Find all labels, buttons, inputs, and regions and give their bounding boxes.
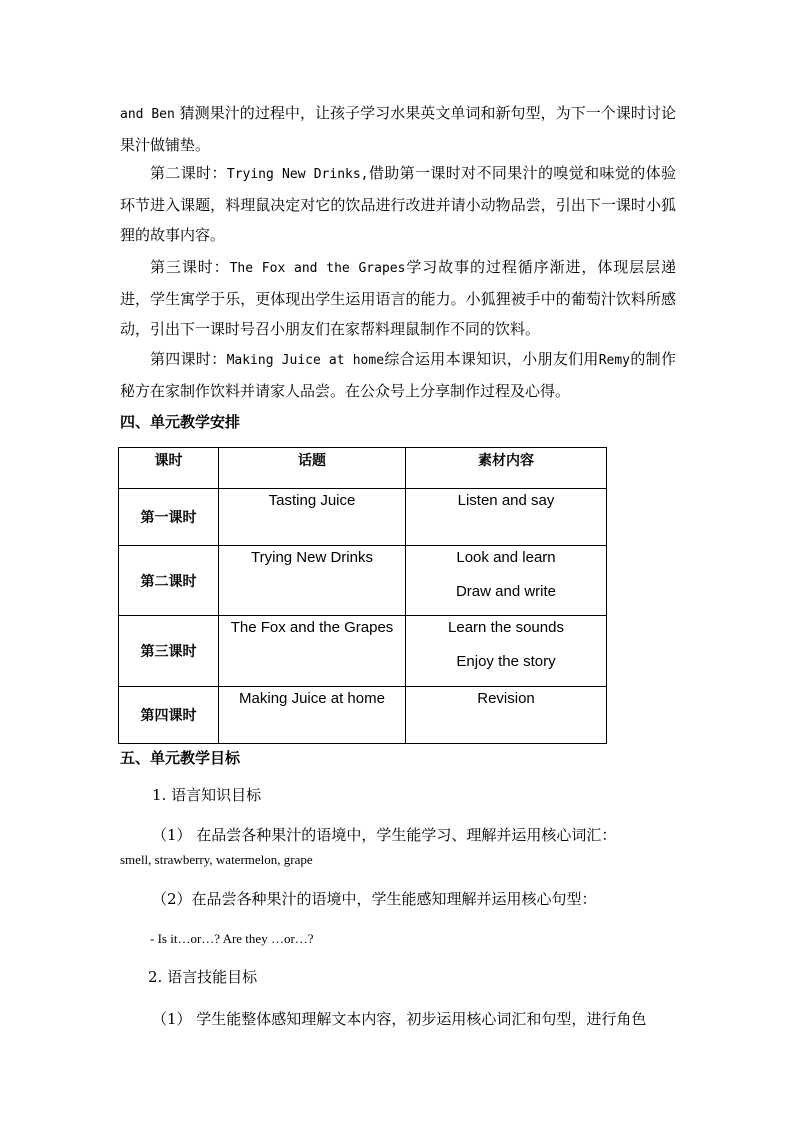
section-heading-teaching-goals: 五、单元教学目标 bbox=[120, 749, 241, 767]
materials-cell: Look and learn Draw and write bbox=[406, 546, 607, 616]
goal-item-vocabulary: （1） 在品尝各种果汁的语境中，学生能学习、理解并运用核心词汇： bbox=[152, 826, 617, 844]
table-row bbox=[119, 687, 607, 744]
topic-cell: Making Juice at home bbox=[219, 687, 406, 744]
section-heading-teaching-plan: 四、单元教学安排 bbox=[120, 413, 241, 431]
header-topic: 话题 bbox=[219, 448, 406, 489]
topic-cell: The Fox and the Grapes bbox=[219, 616, 406, 687]
goal-vocabulary-words: smell, strawberry, watermelon, grape bbox=[120, 852, 313, 867]
intro-paragraph-lesson1: and Ben 猜测果汁的过程中，让孩子学习水果英文单词和新句型，为下一个课时讨论果汁做铺垫。 bbox=[120, 104, 676, 154]
period-cell: 第三课时 bbox=[119, 616, 219, 687]
header-materials: 素材内容 bbox=[406, 448, 607, 489]
goal-item-skills: （1） 学生能整体感知理解文本内容，初步运用核心词汇和句型，进行角色 bbox=[152, 1010, 647, 1028]
topic-cell: Tasting Juice bbox=[219, 489, 406, 546]
topic-cell: Trying New Drinks bbox=[219, 546, 406, 616]
intro-paragraph-lesson2: 第二课时：Trying New Drinks,借助第一课时对不同果汁的嗅觉和味觉的体验环节进入课题，料理鼠决定对它的饮品进行改进并请小动物品尝，引出下一课时小狐狸的故事内容。 bbox=[120, 164, 676, 244]
materials-cell: Revision bbox=[406, 687, 607, 744]
period-cell: 第四课时 bbox=[119, 687, 219, 744]
period-cell: 第二课时 bbox=[119, 546, 219, 616]
table-row bbox=[119, 546, 607, 616]
period-cell: 第一课时 bbox=[119, 489, 219, 546]
teaching-plan-table bbox=[118, 447, 607, 744]
table-row bbox=[119, 616, 607, 687]
goal-subheading-language-skills: 2. 语言技能目标 bbox=[148, 968, 258, 986]
table-header-row bbox=[119, 448, 607, 489]
goal-subheading-language-knowledge: 1. 语言知识目标 bbox=[152, 786, 262, 804]
intro-paragraph-lesson3: 第三课时：The Fox and the Grapes学习故事的过程循序渐进，体现层层递进，学生寓学于乐，更体现出学生运用语言的能力。小狐狸被手中的葡萄汁饮料所感动，引出下一课时号召小朋友们在家帮料理鼠制作不同的饮料。 bbox=[120, 258, 676, 338]
materials-cell: Learn the sounds Enjoy the story bbox=[406, 616, 607, 687]
goal-item-sentences: （2）在品尝各种果汁的语境中，学生能感知理解并运用核心句型： bbox=[152, 890, 597, 908]
materials-cell: Listen and say bbox=[406, 489, 607, 546]
intro-paragraph-lesson4: 第四课时：Making Juice at home综合运用本课知识，小朋友们用Remy的制作秘方在家制作饮料并请家人品尝。在公众号上分享制作过程及心得。 bbox=[120, 350, 676, 400]
table-row bbox=[119, 489, 607, 546]
header-period: 课时 bbox=[119, 448, 219, 489]
goal-sentence-pattern: - Is it…or…? Are they …or…? bbox=[150, 931, 314, 946]
